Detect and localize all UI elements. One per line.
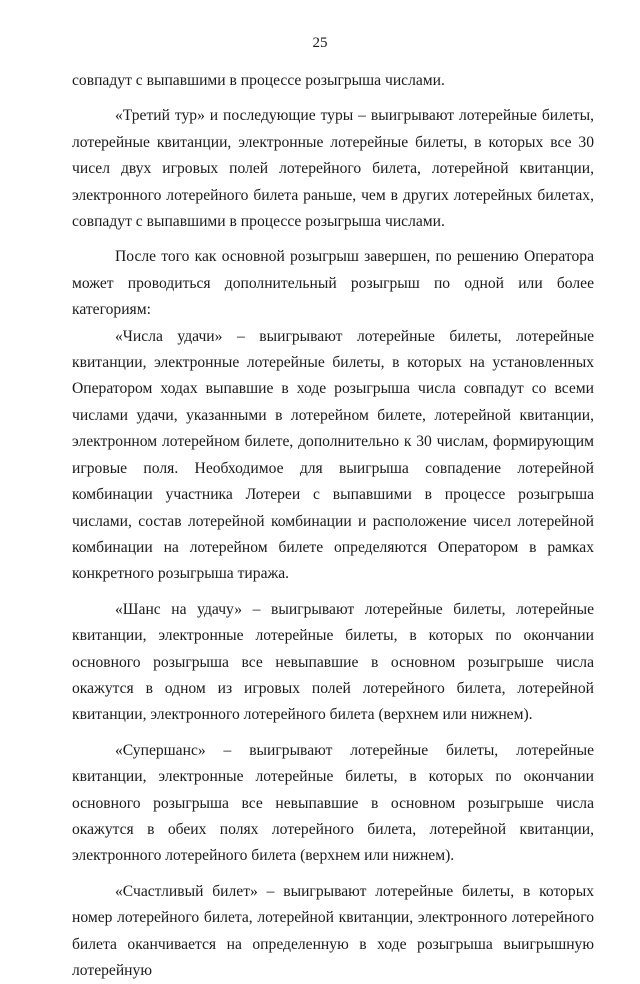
paragraph-third-round: «Третий тур» и последующие туры – выигрывают лотерейные билеты, лотерейные квитанции, электронные лотерейные билеты, в которых все 30 чисел двух игровых полей лотерейного билета, лотерейной квитанции, электронного лотерейного билета раньше, чем в других лотерейных билетах, совпадут с выпавшими в процессе розыгрыша числами.: [72, 107, 594, 231]
document-body: [72, 68, 594, 984]
paragraph-chance-for-luck: «Шанс на удачу» – выигрывают лотерейные билеты, лотерейные квитанции, электронные лотерейные билеты, в которых по окончании основного розыгрыша все невыпавшие в основном розыгрыше числа окажутся в одном из игровых полей лотерейного билета, лотерейной квитанции, электронного лотерейного билета (верхнем или нижнем).: [72, 600, 594, 724]
paragraph-continuation: совпадут с выпавшими в процессе розыгрыша числами.: [72, 72, 445, 89]
paragraph-lucky-ticket: «Счастливый билет» – выигрывают лотерейные билеты, в которых номер лотерейного билета, лотерейной квитанции, электронного лотерейного билета оканчивается на определенную в ходе розыгрыша выигрышную лотерейную: [72, 882, 594, 979]
paragraph-additional-draw: После того как основной розыгрыш завершен, по решению Оператора может проводиться дополнительный розыгрыш по одной или более категориям:: [72, 248, 594, 319]
paragraph-superchance: «Супершанс» – выигрывают лотерейные билеты, лотерейные квитанции, электронные лотерейные билеты, в которых по окончании основного розыгрыша все невыпавшие в основном розыгрыше числа окажутся в обеих полях лотерейного билета, лотерейной квитанции, электронного лотерейного билета (верхнем или нижнем).: [72, 741, 594, 865]
paragraph-lucky-numbers: «Числа удачи» – выигрывают лотерейные билеты, лотерейные квитанции, электронные лотерейные билеты, в которых на установленных Оператором ходах выпавшие в ходе розыгрыша числа совпадут со всеми числами удачи, указанными в лотерейном билете, лотерейной квитанции, электронном лотерейном билете, дополнительно к 30 числам, формирующим игровые поля. Необходимое для выигрыша совпадение лотерейной комбинации участника Лотереи с выпавшими в процессе розыгрыша числами, состав лотерейной комбинации и расположение чисел лотерейной комбинации на лотерейном билете определяются Оператором в рамках конкретного розыгрыша тиража.: [72, 327, 594, 583]
page-number: 25: [312, 35, 328, 51]
